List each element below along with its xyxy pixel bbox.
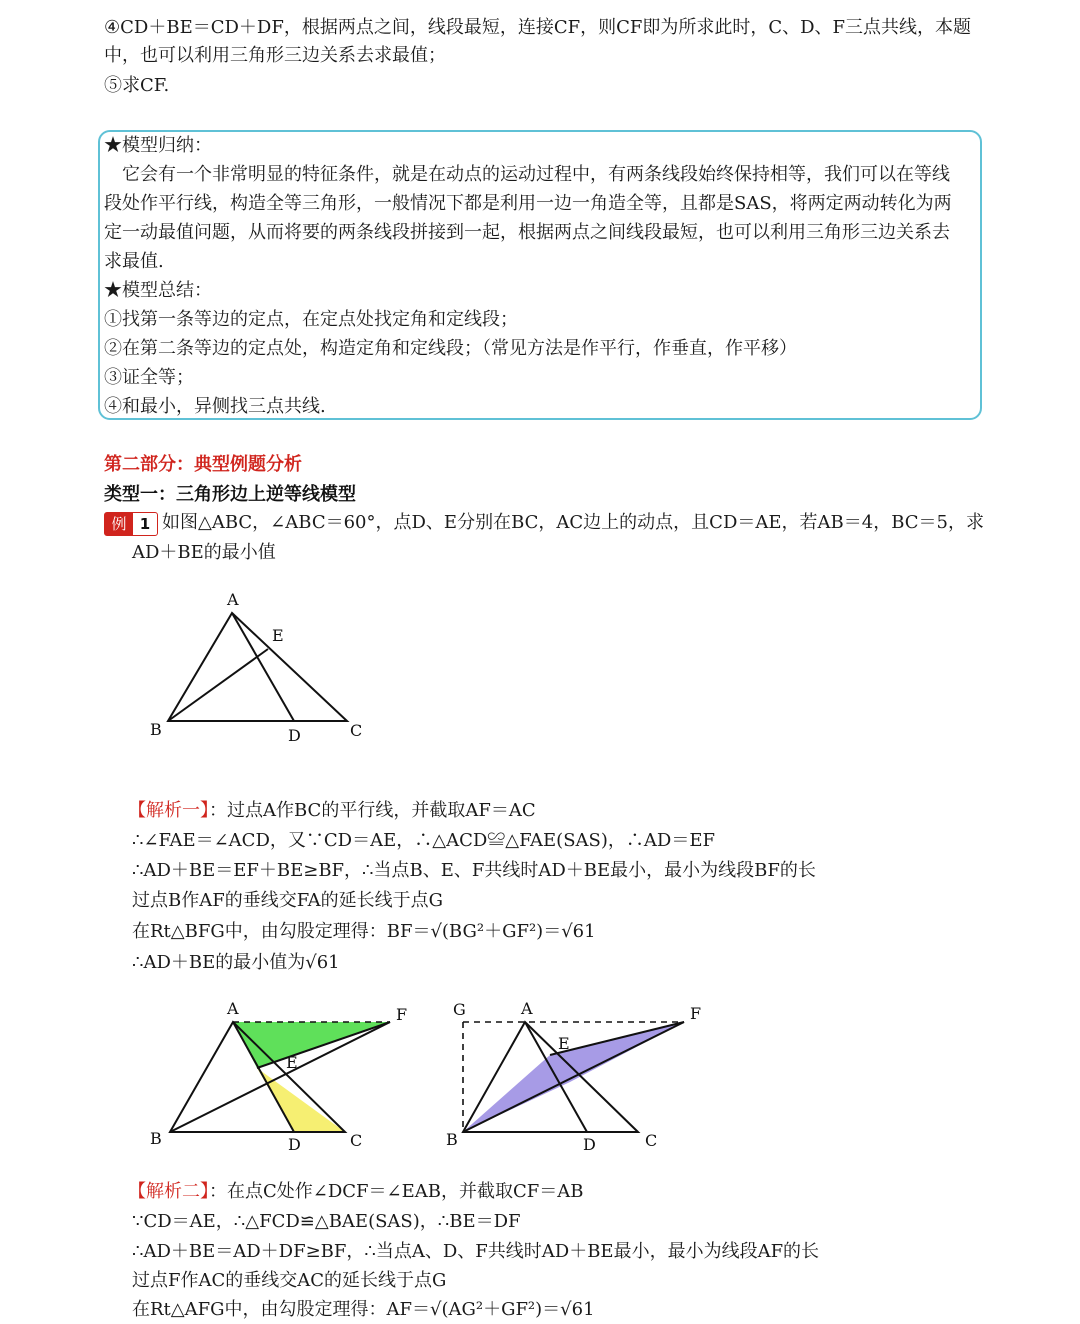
label-c: C [350, 1131, 363, 1150]
text-line: 中，也可以利用三角形三边关系去求最值； [104, 45, 446, 66]
analysis-line: 过点B作AF的垂线交FA的延长线于点G [132, 890, 444, 911]
analysis-line: 在Rt△AFG中，由勾股定理得：AF＝√(AG²＋GF²)＝√61 [132, 1299, 595, 1320]
label-a: A [521, 999, 533, 1018]
label-b: B [150, 720, 162, 739]
example-badge-label: 例 [105, 513, 133, 535]
question-line: AD＋BE的最小值 [132, 542, 276, 563]
part-title: 第二部分：典型例题分析 [104, 454, 302, 475]
label-d: D [288, 1135, 301, 1154]
label-c: C [350, 721, 363, 740]
model-paragraph-line: 定一动最值问题，从而将要的两条线段拼接到一起，根据两点之间线段最短，也可以利用三角形三边关系去 [104, 222, 950, 243]
label-d: D [288, 726, 301, 745]
analysis-tag: 【解析二】 [128, 1181, 209, 1202]
model-paragraph-line: 段处作平行线，构造全等三角形，一般情况下都是利用一边一角造全等，且都是SAS，将两定两动转化为两 [104, 193, 952, 214]
example-badge-number: 1 [139, 515, 151, 533]
model-step: ①找第一条等边的定点，在定点处找定角和定线段； [104, 309, 518, 330]
analysis-line: 【解析一】：过点A作BC的平行线，并截取AF＝AC [128, 800, 536, 821]
label-a: A [227, 590, 239, 609]
text-line: ④CD＋BE＝CD＋DF，根据两点之间，线段最短，连接CF，则CF即为所求此时，C、D、F三点共线，本题 [104, 17, 972, 38]
label-a: A [227, 999, 239, 1018]
analysis-line: ∴∠FAE＝∠ACD，又∵CD＝AE，∴△ACD≌△FAE(SAS)，∴AD＝EF [132, 830, 715, 851]
type-title: 类型一：三角形边上逆等线模型 [104, 484, 356, 505]
label-e: E [286, 1053, 298, 1072]
analysis-line: 在Rt△BFG中，由勾股定理得：BF＝√(BG²＋GF²)＝√61 [132, 921, 596, 942]
analysis-line: ∵CD＝AE，∴△FCD≌△BAE(SAS)，∴BE＝DF [132, 1211, 521, 1232]
model-paragraph-line: 它会有一个非常明显的特征条件，就是在动点的运动过程中，有两条线段始终保持相等，我们可以在等线 [104, 164, 950, 185]
model-heading: ★模型总结： [104, 280, 212, 301]
model-step: ④和最小，异侧找三点共线. [104, 396, 326, 417]
label-d: D [583, 1135, 596, 1154]
analysis-line: 【解析二】：在点C处作∠DCF＝∠EAB，并截取CF＝AB [128, 1181, 584, 1202]
label-f: F [396, 1005, 408, 1024]
model-step: ②在第二条等边的定点处，构造定角和定线段；（常见方法是作平行，作垂直，作平移） [104, 338, 797, 359]
segment-bf [463, 1022, 684, 1132]
label-b: B [150, 1129, 162, 1148]
analysis-line: ∴AD＋BE＝EF＋BE≥BF，∴当点B、E、F共线时AD＋BE最小，最小为线段BF的长 [132, 860, 816, 881]
label-g: G [453, 1000, 466, 1019]
text-line: ⑤求CF. [104, 75, 170, 96]
analysis-line: ∴AD＋BE的最小值为√61 [132, 952, 340, 973]
label-e: E [272, 626, 284, 645]
label-f: F [690, 1004, 702, 1023]
analysis-tag: 【解析一】 [128, 800, 209, 821]
model-paragraph-line: 求最值. [104, 251, 164, 272]
model-step: ③证全等； [104, 367, 194, 388]
question-line: 如图△ABC，∠ABC＝60°，点D、E分别在BC，AC边上的动点，且CD＝AE，若AB＝4，BC＝5，求 [162, 512, 984, 533]
analysis-line: 过点F作AC的垂线交AC的延长线于点G [132, 1270, 447, 1291]
model-heading: ★模型归纳： [104, 135, 212, 156]
label-b: B [446, 1130, 458, 1149]
label-c: C [645, 1131, 658, 1150]
analysis-line: ∴AD＋BE＝AD＋DF≥BF，∴当点A、D、F共线时AD＋BE最小，最小为线段AF的长 [132, 1241, 820, 1262]
label-e: E [558, 1034, 570, 1053]
